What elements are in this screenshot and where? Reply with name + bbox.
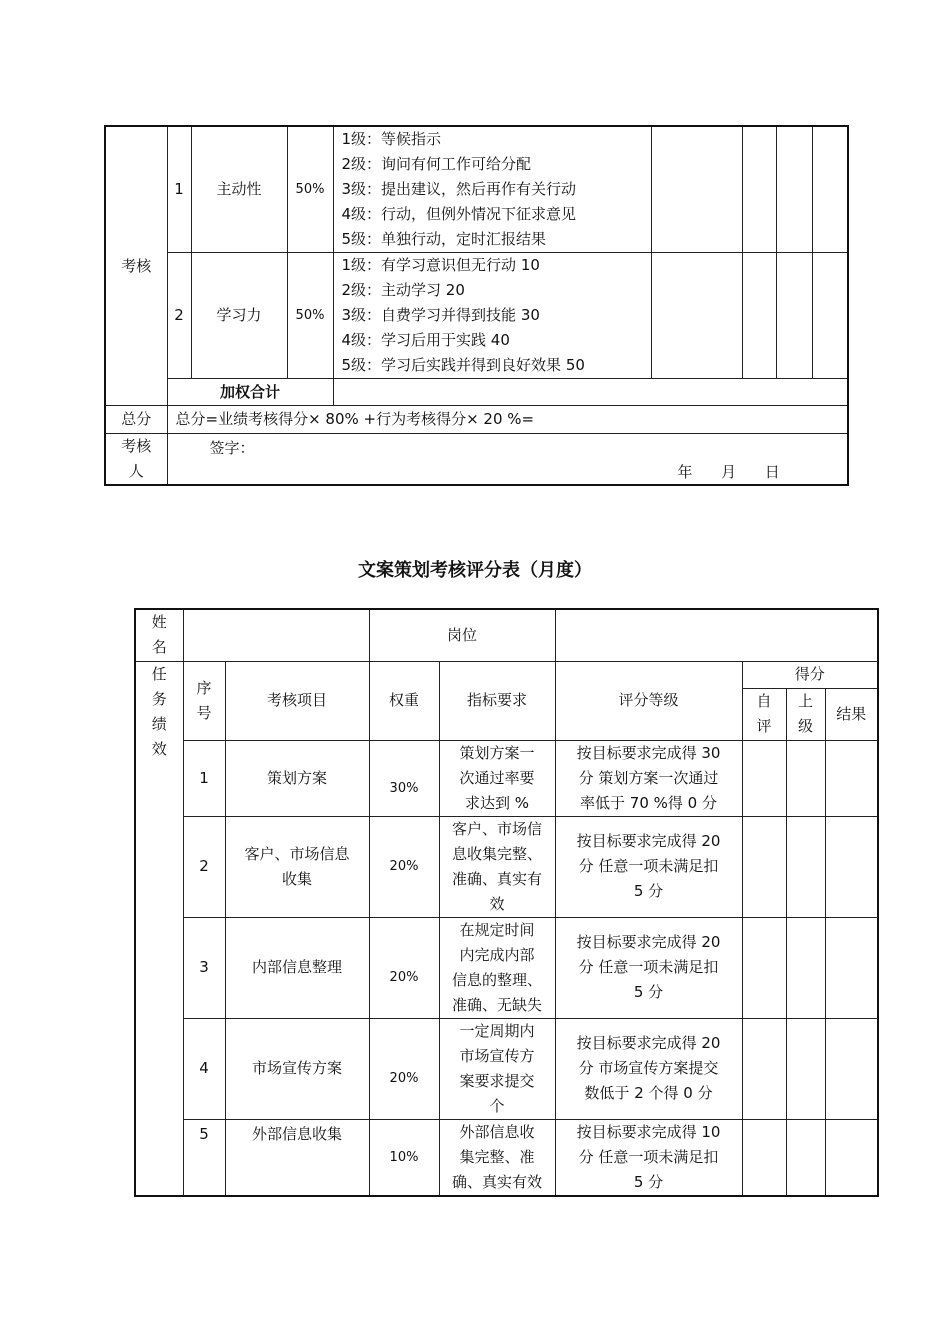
item-index: 1: [167, 126, 191, 253]
indicator-line: 准确、真实有: [452, 869, 543, 888]
header-seq-char: 号: [196, 703, 212, 722]
assessor-label-line: 人: [128, 462, 144, 480]
indicator-line: 策划方案一: [459, 743, 535, 762]
self-score-cell[interactable]: [742, 816, 786, 917]
superior-score-cell[interactable]: [786, 1119, 825, 1196]
grade-line: 分 任意一项未满足扣: [578, 857, 719, 875]
score-cell[interactable]: [776, 126, 812, 253]
header-indicator: 指标要求: [439, 661, 555, 740]
grade-line: 按目标要求完成得 20: [576, 1034, 721, 1052]
row-item-line: 市场宣传方案: [251, 1059, 342, 1077]
indicator-line: 一定周期内: [459, 1021, 535, 1040]
level-text: 1级：等候指示: [341, 130, 442, 148]
name-label-char: 名: [151, 638, 167, 657]
indicator-line: 效: [489, 894, 505, 913]
date-label: 年 月 日: [677, 463, 780, 481]
item-name: 学习力: [191, 253, 287, 379]
grade-line: 分 市场宣传方案提交: [578, 1059, 719, 1077]
grade-line: 分 策划方案一次通过: [578, 768, 719, 787]
self-score-cell[interactable]: [742, 1119, 786, 1196]
grade-line: 率低于 70 %得 0 分: [580, 793, 717, 812]
score-cell[interactable]: [742, 126, 776, 253]
grade-line: 数低于 2 个得 0 分: [584, 1084, 713, 1102]
header-superior-char: 上: [798, 692, 814, 710]
result-cell[interactable]: [825, 816, 878, 917]
row-item: [225, 1119, 369, 1196]
score-cell[interactable]: [812, 126, 848, 253]
indicator-line: 在规定时间: [459, 920, 535, 939]
header-self: [742, 688, 786, 740]
position-label: 岗位: [369, 609, 555, 661]
header-self-char: 评: [756, 717, 772, 735]
score-cell[interactable]: [651, 126, 742, 253]
header-self-char: 自: [756, 692, 772, 710]
result-cell[interactable]: [825, 917, 878, 1018]
weighted-total-value[interactable]: [333, 379, 848, 406]
grade-line: 按目标要求完成得 30: [576, 743, 721, 762]
row-item: [225, 917, 369, 1018]
indicator-line: 确、真实有效: [452, 1172, 543, 1191]
grade-line: 5 分: [633, 1172, 664, 1191]
grade-line: 分 任意一项未满足扣: [578, 1147, 719, 1166]
row-weight: 20%: [369, 1018, 439, 1119]
header-superior-char: 级: [798, 717, 814, 735]
total-formula: 总分=业绩考核得分× 80% +行为考核得分× 20 %=: [167, 406, 848, 434]
indicator-line: 个: [489, 1096, 505, 1115]
row-item-line: 外部信息收集: [251, 1124, 342, 1143]
header-seq-char: 序: [196, 678, 212, 697]
form-title: 文案策划考核评分表（月度）: [358, 560, 592, 581]
indicator-line: 求达到 %: [464, 793, 530, 812]
weighted-total-label: 加权合计: [167, 379, 333, 406]
grade-line: 分 任意一项未满足扣: [578, 958, 719, 976]
row-indicator: [439, 1119, 555, 1196]
header-superior: [786, 688, 825, 740]
item-name: 主动性: [191, 126, 287, 253]
task-label-char: 任: [151, 664, 167, 683]
row-weight: 30%: [369, 740, 439, 816]
header-item: 考核项目: [225, 661, 369, 740]
row-item-line: 收集: [281, 869, 312, 888]
level-text: 5级：学习后实践并得到良好效果 50: [341, 356, 585, 374]
name-value[interactable]: [183, 609, 369, 661]
indicator-line: 次通过率要: [459, 768, 535, 787]
level-text: 2级：询问有何工作可给分配: [341, 155, 532, 173]
indicator-line: 准确、无缺失: [452, 995, 543, 1014]
item-levels: [333, 253, 651, 379]
copywriting-score-table: [134, 608, 879, 1197]
row-seq: 5: [183, 1119, 225, 1196]
row-weight: 10%: [369, 1119, 439, 1196]
header-seq: [183, 661, 225, 740]
level-text: 4级：行动，但例外情况下征求意见: [341, 205, 577, 223]
level-text: 2级：主动学习 20: [341, 281, 465, 299]
self-score-cell[interactable]: [742, 1018, 786, 1119]
grade-line: 按目标要求完成得 10: [576, 1122, 721, 1141]
row-grade: [555, 816, 742, 917]
assessor-label: [105, 434, 167, 486]
row-item: [225, 816, 369, 917]
superior-score-cell[interactable]: [786, 1018, 825, 1119]
indicator-line: 息收集完整、: [452, 844, 543, 863]
result-cell[interactable]: [825, 1119, 878, 1196]
row-item: [225, 740, 369, 816]
header-grade: 评分等级: [555, 661, 742, 740]
level-text: 5级：单独行动，定时汇报结果: [341, 230, 547, 248]
header-weight: 权重: [369, 661, 439, 740]
indicator-line: 案要求提交: [459, 1071, 535, 1090]
row-grade: [555, 1018, 742, 1119]
row-item-line: 客户、市场信息: [244, 844, 350, 863]
level-text: 1级：有学习意识但无行动 10: [341, 256, 540, 274]
grade-line: 5 分: [633, 983, 664, 1001]
level-text: 3级：提出建议，然后再作有关行动: [341, 180, 577, 198]
total-label: 总分: [105, 406, 167, 434]
grade-line: 按目标要求完成得 20: [576, 832, 721, 850]
item-index: 2: [167, 253, 191, 379]
row-item: [225, 1018, 369, 1119]
row-seq: 4: [183, 1018, 225, 1119]
item-weight: 50%: [287, 253, 333, 379]
indicator-line: 信息的整理、: [452, 970, 543, 989]
task-label-char: 绩: [151, 714, 167, 733]
signature-label: 签字：: [209, 439, 255, 457]
indicator-line: 集完整、准: [459, 1147, 535, 1166]
score-cell[interactable]: [776, 253, 812, 379]
row-grade: [555, 740, 742, 816]
score-cell[interactable]: [812, 253, 848, 379]
grade-line: 5 分: [633, 882, 664, 900]
superior-score-cell[interactable]: [786, 917, 825, 1018]
row-seq: 2: [183, 816, 225, 917]
grade-line: 按目标要求完成得 20: [576, 933, 721, 951]
row-item-line: 策划方案: [266, 768, 327, 787]
row-seq: 1: [183, 740, 225, 816]
result-cell[interactable]: [825, 1018, 878, 1119]
indicator-line: 内完成内部: [459, 945, 535, 964]
row-indicator: [439, 740, 555, 816]
indicator-line: 客户、市场信: [452, 819, 543, 838]
task-label-char: 效: [151, 739, 167, 758]
behavior-assessment-table: [104, 125, 849, 486]
row-indicator: [439, 816, 555, 917]
row-weight: 20%: [369, 917, 439, 1018]
self-score-cell[interactable]: [742, 740, 786, 816]
row-grade: [555, 917, 742, 1018]
row-indicator: [439, 917, 555, 1018]
header-score: 得分: [742, 661, 878, 688]
name-label: [135, 609, 183, 661]
item-weight: 50%: [287, 126, 333, 253]
self-score-cell[interactable]: [742, 917, 786, 1018]
signature-cell[interactable]: [167, 434, 848, 486]
assessor-label-line: 考核: [121, 437, 152, 455]
level-text: 4级：学习后用于实践 40: [341, 331, 510, 349]
superior-score-cell[interactable]: [786, 740, 825, 816]
result-cell[interactable]: [825, 740, 878, 816]
task-label-char: 务: [151, 689, 167, 708]
level-text: 3级：自费学习并得到技能 30: [341, 306, 540, 324]
row-indicator: [439, 1018, 555, 1119]
name-label-char: 姓: [151, 613, 167, 632]
superior-score-cell[interactable]: [786, 816, 825, 917]
indicator-line: 外部信息收: [459, 1122, 535, 1141]
position-value[interactable]: [555, 609, 878, 661]
section-label: 考核: [105, 126, 167, 406]
row-grade: [555, 1119, 742, 1196]
score-cell[interactable]: [651, 253, 742, 379]
task-label: [135, 661, 183, 1196]
row-item-line: 内部信息整理: [251, 958, 342, 976]
row-weight: 20%: [369, 816, 439, 917]
indicator-line: 市场宣传方: [459, 1046, 535, 1065]
score-cell[interactable]: [742, 253, 776, 379]
header-result: 结果: [825, 688, 878, 740]
row-seq: 3: [183, 917, 225, 1018]
item-levels: [333, 126, 651, 253]
